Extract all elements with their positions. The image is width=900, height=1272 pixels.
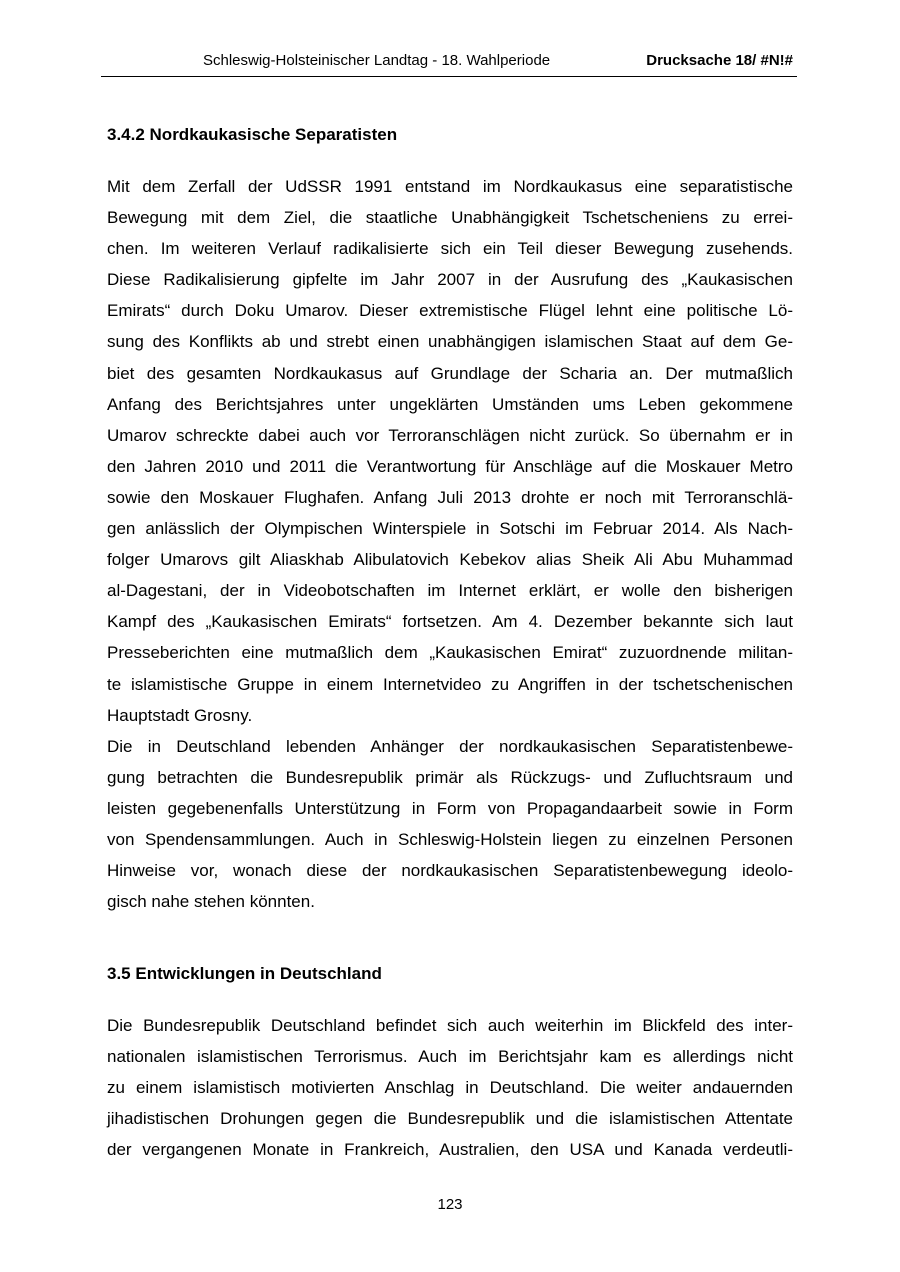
text-line: den Jahren 2010 und 2011 die Verantwortung für Anschläge auf die Moskauer Metro [107,456,793,476]
page-header [101,50,797,77]
text-line: Hauptstadt Grosny. [107,705,253,725]
text-line: Emirats“ durch Doku Umarov. Dieser extremistische Flügel lehnt eine politische Lö- [107,301,793,321]
page-number: 123 [437,1196,463,1213]
text-line: von Spendensammlungen. Auch in Schleswig-Holstein liegen zu einzelnen Personen [107,829,793,849]
section-body-germany [107,1010,793,1165]
text-line: biet des gesamten Nordkaukasus auf Grundlage der Scharia an. Der mutmaßlich [107,363,793,383]
text-line: Diese Radikalisierung gipfelte im Jahr 2007 in der Ausrufung des „Kaukasischen [107,270,793,290]
text-line: gisch nahe stehen könnten. [107,892,315,912]
section-body-separatists [107,171,793,917]
text-line: der vergangenen Monate in Frankreich, Australien, den USA und Kanada verdeutli- [107,1140,793,1160]
text-line: Bewegung mit dem Ziel, die staatliche Unabhängigkeit Tschetscheniens zu errei- [107,208,793,228]
text-line: Kampf des „Kaukasischen Emirats“ fortsetzen. Am 4. Dezember bekannte sich laut [107,612,793,632]
text-line: chen. Im weiteren Verlauf radikalisierte sich ein Teil dieser Bewegung zusehends. [107,239,793,259]
text-line: nationalen islamistischen Terrorismus. Auch im Berichtsjahr kam es allerdings nicht [107,1047,793,1067]
text-line: folger Umarovs gilt Aliaskhab Alibulatovich Kebekov alias Sheik Ali Abu Muhammad [107,550,793,570]
text-line: Anfang des Berichtsjahres unter ungeklärten Umständen ums Leben gekommene [107,394,793,414]
text-line: sowie den Moskauer Flughafen. Anfang Juli 2013 drohte er noch mit Terroranschlä- [107,487,793,507]
text-line: sung des Konflikts ab und strebt einen unabhängigen islamischen Staat auf dem Ge- [107,332,793,352]
text-line: jihadistischen Drohungen gegen die Bundesrepublik und die islamistischen Attentate [107,1109,793,1129]
text-line: gen anlässlich der Olympischen Winterspiele in Sotschi im Februar 2014. Als Nach- [107,519,793,539]
text-line: Hinweise vor, wonach diese der nordkaukasischen Separatistenbewegung ideolo- [107,861,793,881]
section-heading-separatists: 3.4.2 Nordkaukasische Separatisten [107,125,398,144]
text-line: zu einem islamistisch motivierten Anschlag in Deutschland. Die weiter andauernden [107,1078,793,1098]
text-line: Mit dem Zerfall der UdSSR 1991 entstand im Nordkaukasus eine separatistische [107,177,793,196]
text-line: leisten gegebenenfalls Unterstützung in Form von Propagandaarbeit sowie in Form [107,798,793,818]
text-line: gung betrachten die Bundesrepublik primär als Rückzugs- und Zufluchtsraum und [107,767,793,787]
document-number: Drucksache 18/ #N!# [646,52,793,69]
text-line: Die in Deutschland lebenden Anhänger der nordkaukasischen Separatistenbewe- [107,736,793,756]
text-line: Die Bundesrepublik Deutschland befindet sich auch weiterhin im Blickfeld des inter- [107,1016,793,1035]
text-line: Presseberichten eine mutmaßlich dem „Kaukasischen Emirat“ zuzuordnende militan- [107,643,793,663]
text-line: al-Dagestani, der in Videobotschaften im Internet erklärt, er wolle den bisherigen [107,581,793,601]
text-line: Umarov schreckte dabei auch vor Terroranschlägen nicht zurück. So übernahm er in [107,425,793,445]
section-heading-germany: 3.5 Entwicklungen in Deutschland [107,964,382,983]
text-line: te islamistische Gruppe in einem Internetvideo zu Angriffen in der tschetschenischen [107,674,793,694]
header-title: Schleswig-Holsteinischer Landtag - 18. Wahlperiode [203,52,551,69]
